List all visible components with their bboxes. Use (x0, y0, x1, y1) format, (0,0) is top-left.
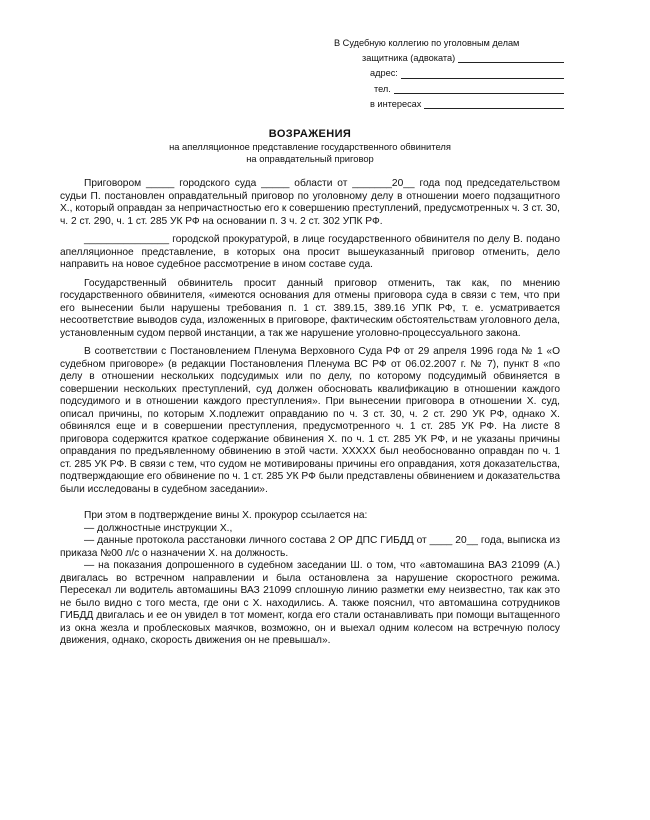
addressee-address: адрес: (370, 66, 564, 81)
addressee-block (334, 36, 564, 112)
list-item-protocol: — данные протокола расстановки личного состава 2 ОР ДПС ГИБДД от ____ 20__ года, выписка из приказа №00 л/с о назначении Х. на должность. (60, 535, 560, 559)
addressee-interests: в интересах (370, 97, 564, 112)
address-blank-line (401, 66, 564, 78)
paragraph-evidence-intro: При этом в подтверждение вины Х. прокурор ссылается на: (84, 510, 368, 521)
defender-blank-line (458, 51, 564, 63)
paragraph-plenum-resolution: В соответствии с Постановлением Пленума Верховного Суда РФ от 29 апреля 1996 года № 1 «О судебном приговоре» (в редакции Постановления Пленума ВС РФ от 06.02.2007 г. № 7), пункт 8 «по делу в отношении нескольких подсудимых или по делу, по которому подсудимый обвиняется в совершении нескольких преступлений, суд должен обосновать квалификацию в отношении каждого подсудимого и в отношении каждого преступления». При вынесении приговора в отношении Х. суд, описал причины, по которым Х.подлежит оправданию по ч. 3 ст. 30, ч. 2 ст. 290 УК РФ, однако Х. обвинялся еще и в совершении преступления, предусмотренного ч. 1 ст. 285 УК РФ. На листе 8 приговора содержится краткое содержание обвинения Х. по ч. 1 ст. 285 УК РФ, и не указаны причины оправдания по предъявленному обвинению в этой части. ХХХХХ был необоснованно оправдан по ч. 1 ст. 285 УК РФ. В связи с тем, что судом не мотивированы причины его оправдания, хотя доказательства, подтверждающие его обвинение по ч. 1 ст. 285 УК РФ были представлены обвинением и доказательства были исследованы в судебном заседании». (60, 346, 560, 495)
document-title: ВОЗРАЖЕНИЯ (268, 128, 352, 140)
interests-blank-line (424, 97, 564, 109)
document-subtitle-2: на оправдательный приговор (246, 153, 374, 164)
addressee-defender: защитника (адвоката) (362, 51, 564, 66)
document-body (60, 178, 560, 648)
list-item-instructions: — должностные инструкции Х., (84, 522, 233, 534)
list-item-testimony: — на показания допрошенного в судебном заседании Ш. о том, что «автомашина ВАЗ 21099 (А.) двигалась во встречном направлении и была остановлена за нарушение скоростного режима. Пересекал ли водитель автомашины ВАЗ 21099 сплошную линию разметки ему неизвестно, так как это не было видно с того места, где они с Х. находились. А. также пояснил, что автомашина сотрудников ГИБДД двигалась и ее он увидел в тот момент, когда его стали останавливать при помощи вытащенного из окна жезла и проблесковых маячков, возможно, он и выехал одним колесом на встречную полосу движения, однако, скорость движения он не превышал». (60, 560, 560, 646)
paragraph-verdict: Приговором _____ городского суда _____ области от _______20__ года под председательством судьи П. постановлен оправдательный приговор по уголовному делу в отношении моего подзащитного Х., который оправдан за непричастностью его к совершению преступлений, предусмотренных ч. 3 ст. 30, ч. 2 ст. 290, ч. 1 ст. 285 УК РФ на основании п. 3 ч. 2 ст. 302 УПК РФ. (60, 178, 560, 227)
paragraph-prosecutor-claim: Государственный обвинитель просит данный приговор отменить, так как, по мнению государственного обвинителя, «имеются основания для отмены приговора суда в связи с тем, что при его вынесении были нарушены требования п. 1 ст. 389.15, 389.16 УПК РФ, т. е. усматривается несоответствие выводов суда, изложенных в приговоре, фактическим обстоятельствам уголовного дела, установленным судом первой инстанции, а так же нарушение уголовно-процессуального закона. (60, 277, 560, 339)
addressee-phone: тел. (374, 82, 564, 97)
document-heading (60, 127, 560, 165)
phone-blank-line (394, 82, 564, 94)
addressee-court: В Судебную коллегию по уголовным делам (334, 38, 520, 48)
paragraph-appeal: _______________ городской прокуратурой, в лице государственного обвинителя по делу В. подано апелляционное представление, в которых она просит вышеуказанный приговор отменить, дело направить на новое судебное рассмотрение в ином составе суда. (60, 234, 560, 270)
document-subtitle-1: на апелляционное представление государственного обвинителя (169, 141, 451, 152)
